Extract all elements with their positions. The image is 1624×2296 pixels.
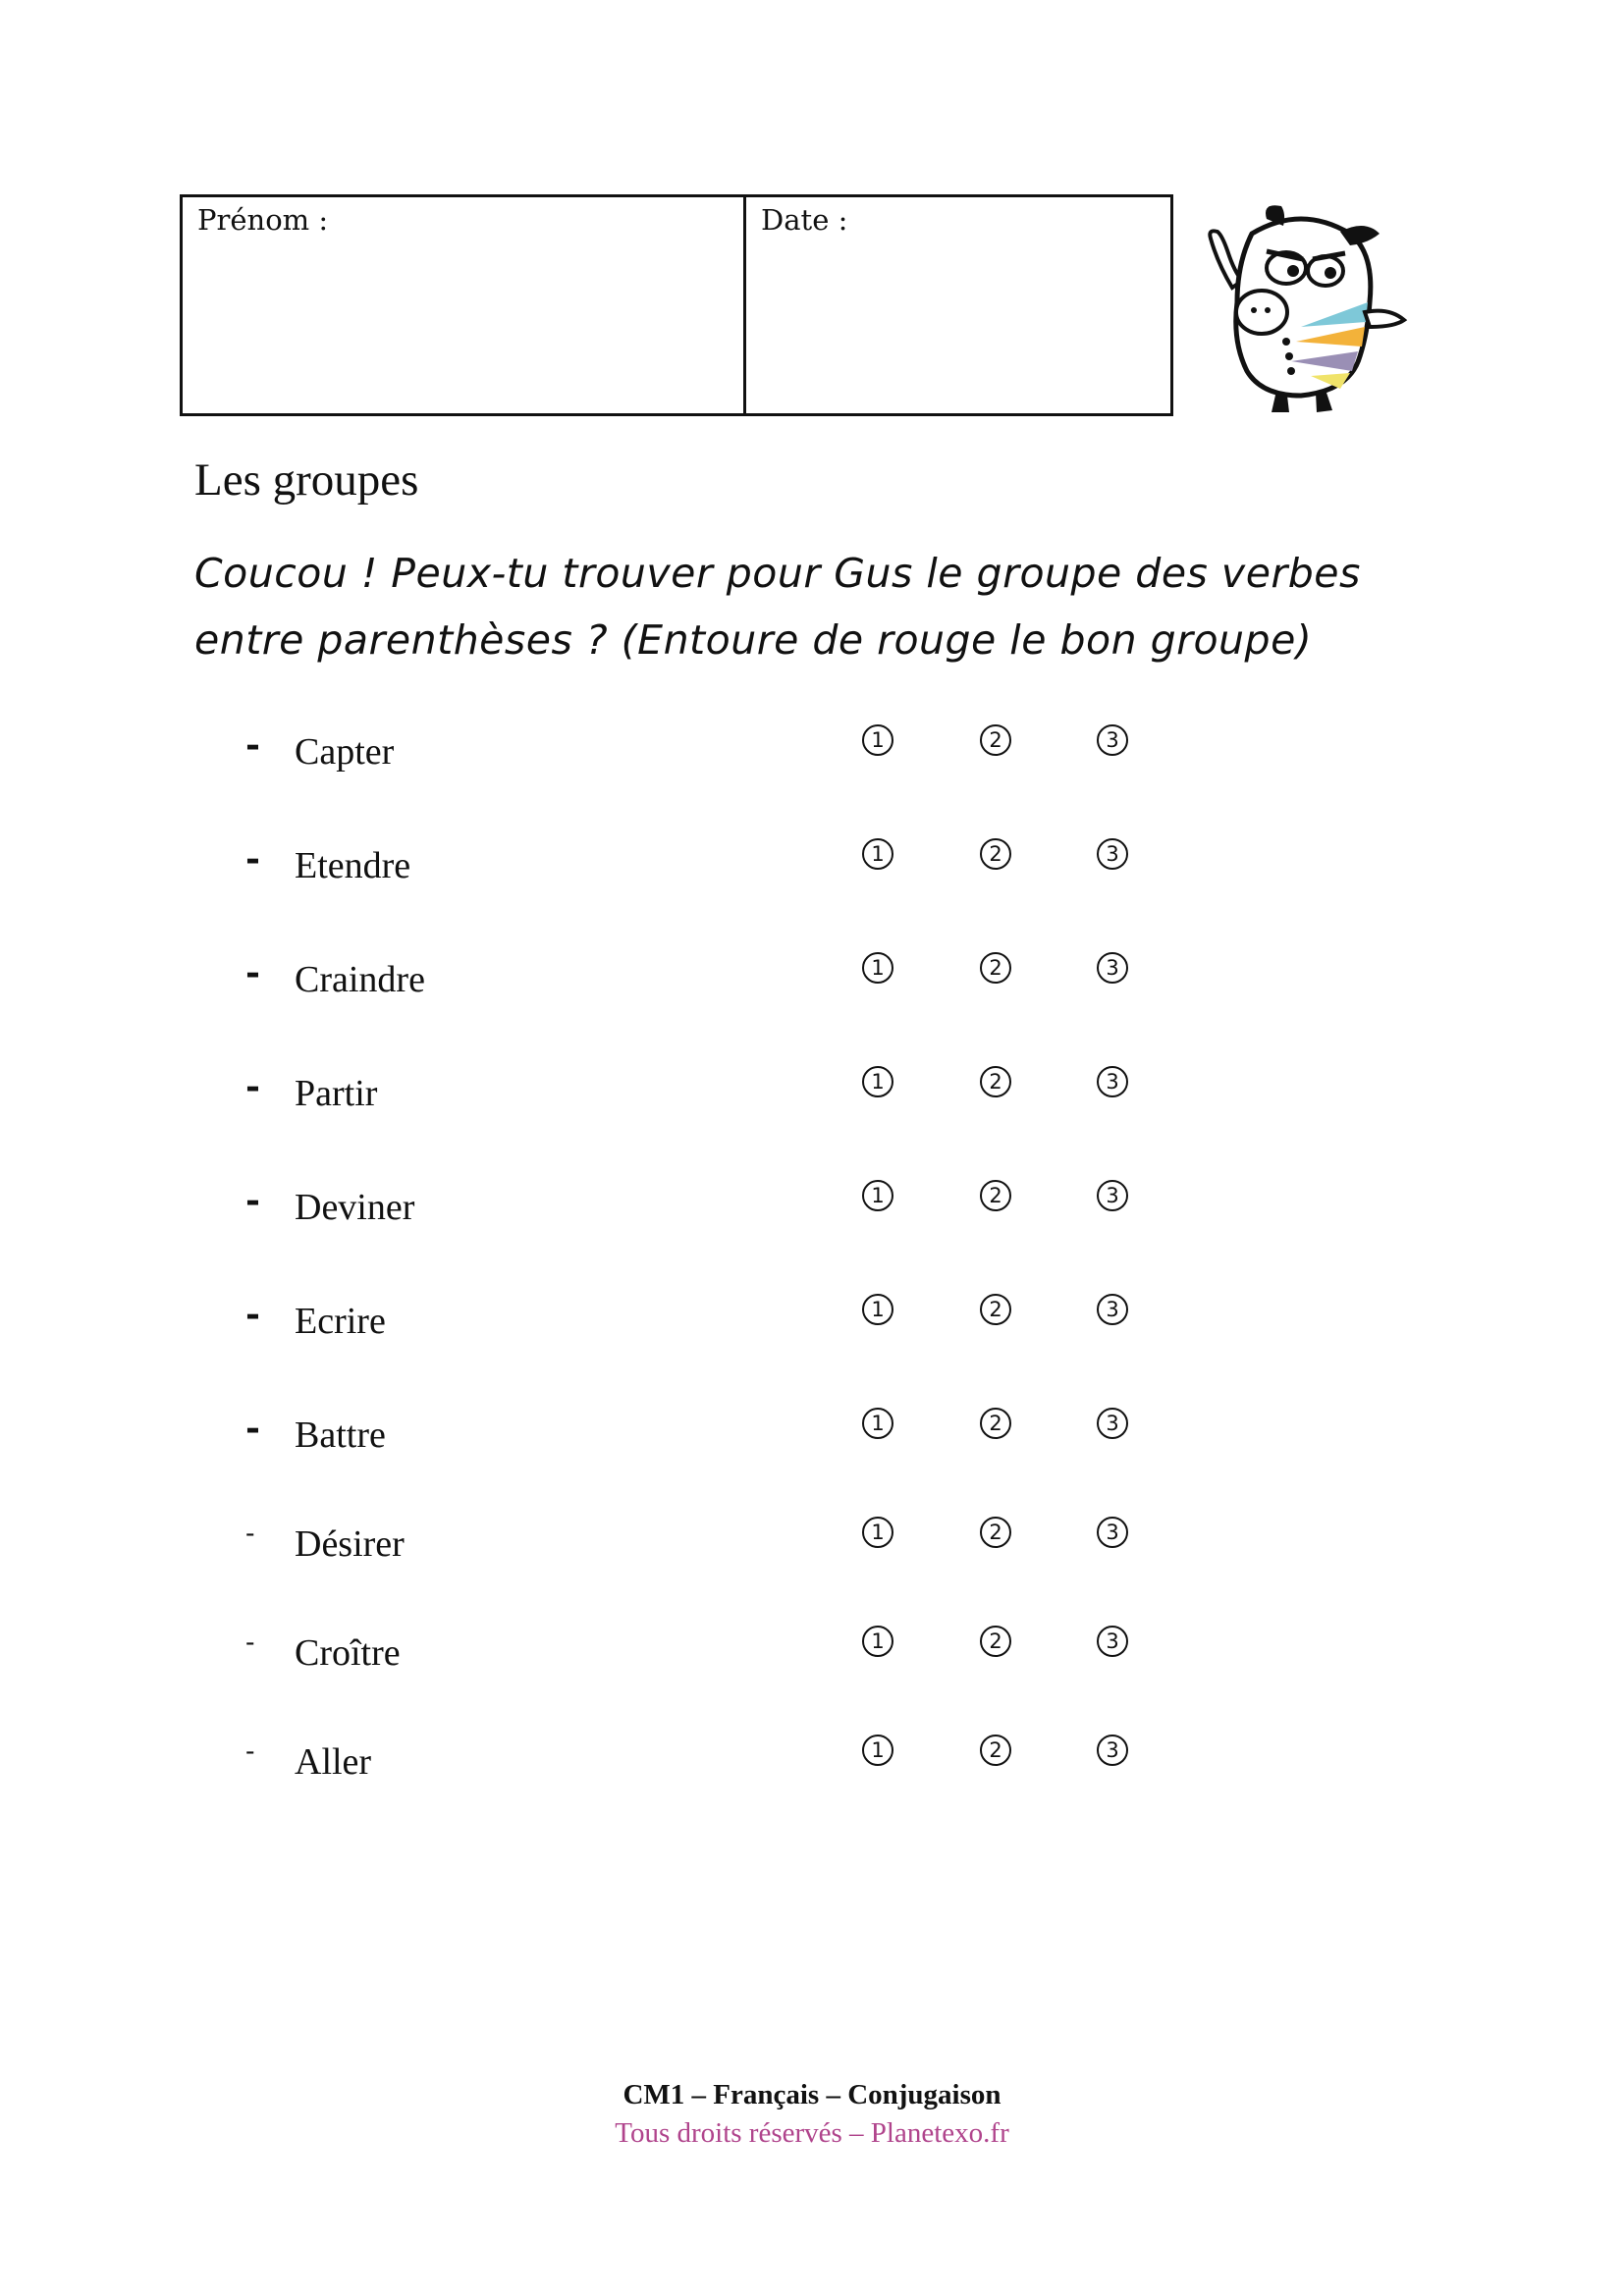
group-3-option[interactable]: 3 — [1097, 1517, 1128, 1548]
group-2-option[interactable]: 2 — [980, 1735, 1011, 1766]
name-label: Prénom : — [197, 203, 329, 237]
group-2-option[interactable]: 2 — [980, 1180, 1011, 1211]
footer-course: CM1 – Français – Conjugaison — [623, 2079, 1001, 2110]
list-bullet: - — [245, 952, 260, 993]
verb-label: Capter — [295, 731, 395, 773]
footer-credit: Tous droits réservés – Planetexo.fr — [615, 2117, 1009, 2149]
group-3-option[interactable]: 3 — [1097, 1066, 1128, 1097]
group-3-option[interactable]: 3 — [1097, 1408, 1128, 1439]
group-1-option[interactable]: 1 — [862, 1180, 893, 1211]
sheep-mascot-icon — [1193, 194, 1419, 420]
verb-row — [0, 952, 1624, 1021]
instructions-line-1: Coucou ! Peux-tu trouver pour Gus le groupe des verbes — [194, 550, 1361, 597]
group-3-option[interactable]: 3 — [1097, 1626, 1128, 1657]
verb-label: Partir — [295, 1073, 378, 1114]
verb-row — [0, 1735, 1624, 1803]
list-bullet: - — [245, 1294, 260, 1335]
group-1-option[interactable]: 1 — [862, 838, 893, 870]
instructions-line-2: entre parenthèses ? (Entoure de rouge le bon groupe) — [194, 616, 1313, 664]
verb-label: Etendre — [295, 845, 411, 886]
instructions — [194, 540, 1422, 673]
verb-row — [0, 1626, 1624, 1694]
group-3-option[interactable]: 3 — [1097, 1180, 1128, 1211]
verb-row — [0, 1180, 1624, 1249]
verb-row — [0, 1408, 1624, 1476]
group-1-option[interactable]: 1 — [862, 1626, 893, 1657]
list-bullet: - — [245, 724, 260, 766]
group-3-option[interactable]: 3 — [1097, 724, 1128, 756]
group-1-option[interactable]: 1 — [862, 1294, 893, 1325]
group-2-option[interactable]: 2 — [980, 1066, 1011, 1097]
verb-row — [0, 1517, 1624, 1585]
group-1-option[interactable]: 1 — [862, 1066, 893, 1097]
verb-row — [0, 1066, 1624, 1135]
group-1-option[interactable]: 1 — [862, 1735, 893, 1766]
verb-label: Aller — [295, 1741, 372, 1783]
verb-label: Battre — [295, 1415, 386, 1456]
verb-label: Désirer — [295, 1523, 405, 1565]
group-1-option[interactable]: 1 — [862, 1517, 893, 1548]
list-bullet: - — [245, 1517, 255, 1549]
list-bullet: - — [245, 1735, 255, 1767]
group-2-option[interactable]: 2 — [980, 724, 1011, 756]
list-bullet: - — [245, 838, 260, 880]
date-field[interactable] — [746, 197, 1170, 413]
group-3-option[interactable]: 3 — [1097, 1294, 1128, 1325]
date-label: Date : — [761, 203, 848, 237]
group-2-option[interactable]: 2 — [980, 952, 1011, 984]
verb-label: Craindre — [295, 959, 425, 1000]
group-2-option[interactable]: 2 — [980, 1517, 1011, 1548]
page-title: Les groupes — [194, 454, 419, 506]
group-3-option[interactable]: 3 — [1097, 838, 1128, 870]
header-table — [180, 194, 1173, 416]
verb-row — [0, 1294, 1624, 1362]
group-2-option[interactable]: 2 — [980, 1626, 1011, 1657]
group-2-option[interactable]: 2 — [980, 838, 1011, 870]
group-3-option[interactable]: 3 — [1097, 952, 1128, 984]
verb-row — [0, 838, 1624, 907]
list-bullet: - — [245, 1626, 255, 1658]
verb-label: Ecrire — [295, 1301, 386, 1342]
list-bullet: - — [245, 1408, 260, 1449]
group-2-option[interactable]: 2 — [980, 1408, 1011, 1439]
verb-label: Deviner — [295, 1187, 415, 1228]
list-bullet: - — [245, 1066, 260, 1107]
group-1-option[interactable]: 1 — [862, 952, 893, 984]
group-3-option[interactable]: 3 — [1097, 1735, 1128, 1766]
verb-label: Croître — [295, 1632, 401, 1674]
group-2-option[interactable]: 2 — [980, 1294, 1011, 1325]
name-field[interactable] — [183, 197, 746, 413]
verb-row — [0, 724, 1624, 793]
group-1-option[interactable]: 1 — [862, 1408, 893, 1439]
list-bullet: - — [245, 1180, 260, 1221]
group-1-option[interactable]: 1 — [862, 724, 893, 756]
